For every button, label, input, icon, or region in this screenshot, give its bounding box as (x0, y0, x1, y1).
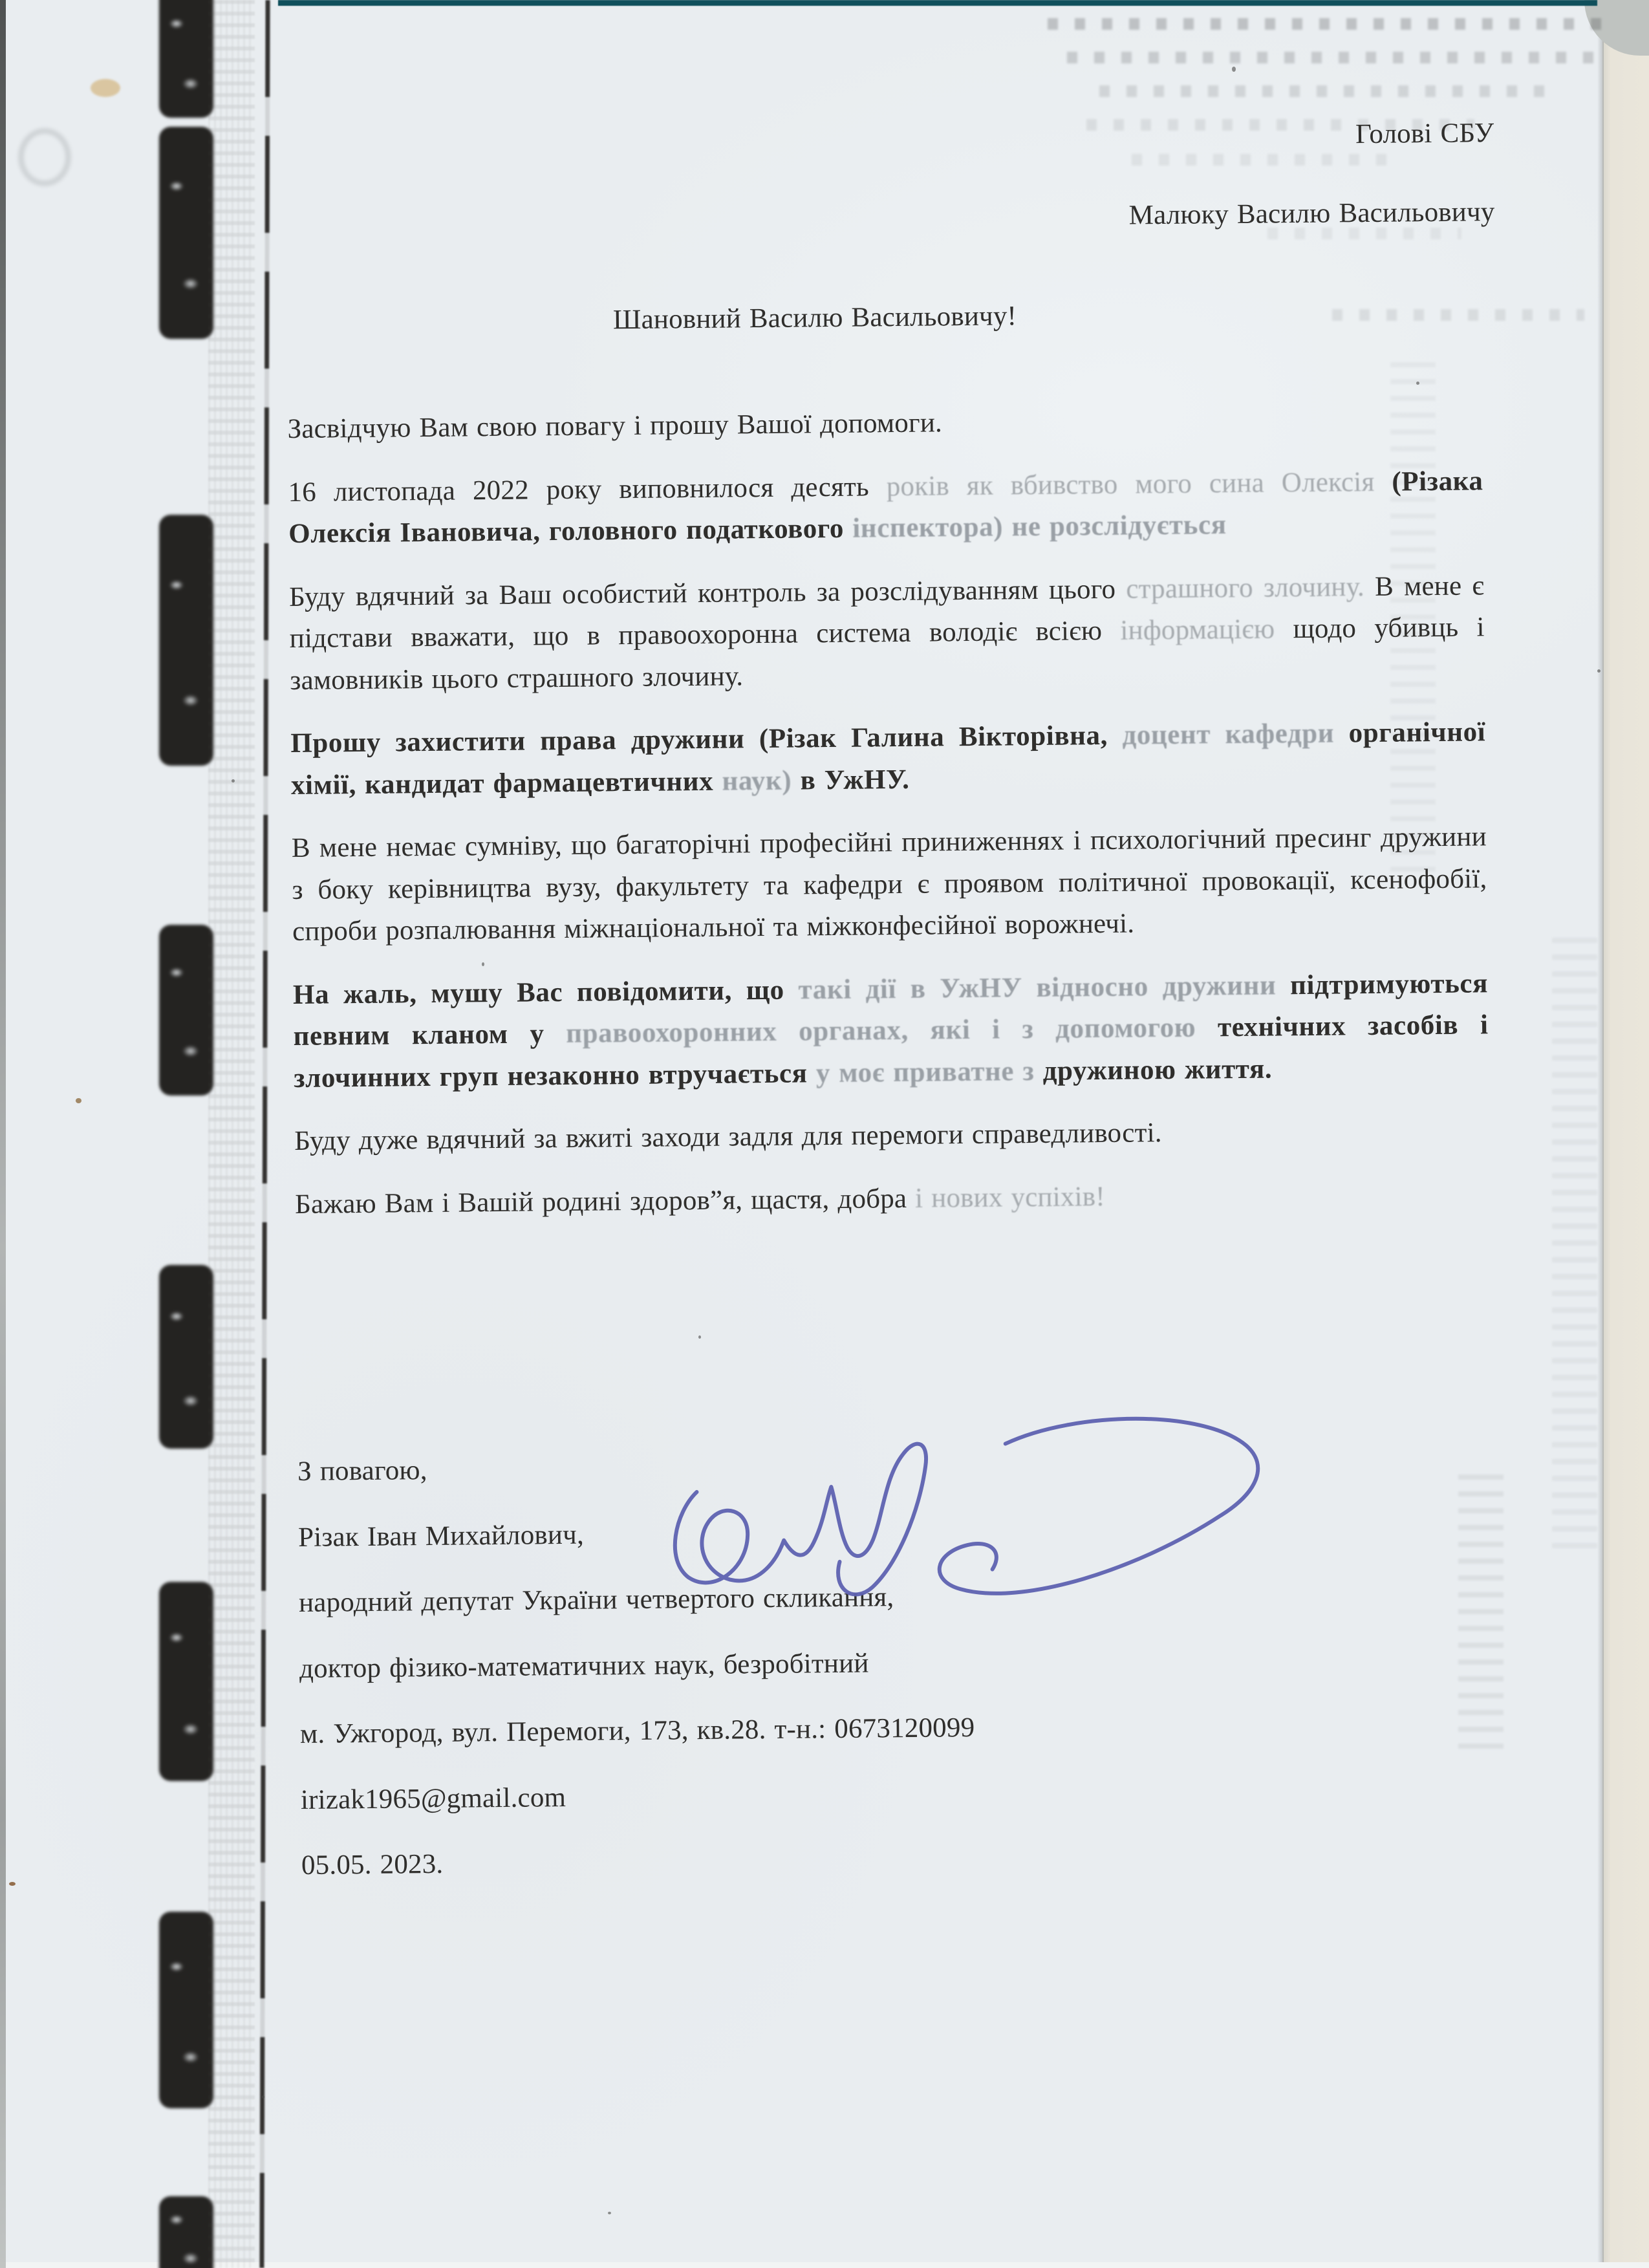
paragraph-8 (295, 1172, 1491, 1226)
text-segment: 16 листопада 2022 року виповнилося десять (288, 471, 887, 508)
paragraph-7 (294, 1109, 1490, 1162)
paragraph-1 (287, 397, 1483, 450)
text-segment: інспектора) не розслідується (852, 510, 1227, 544)
text-segment: В мене є підстави вважати, що в правоохоронна система володіє всією (289, 570, 1485, 654)
text-segment: В мене немає сумніву, що багаторічні професійні приниженнях і психологічний пресинг дружини з боку керівництва вузу, факультету та кафедри є проявом політичної провокації, ксенофобії, спроби розпалювання міжнаціональної та міжконфесійної ворожнечі. (291, 821, 1487, 947)
paragraph-6 (293, 963, 1489, 1099)
letter-body (287, 397, 1490, 1247)
signature-line-3: народний депутат України четвертого скликання, (298, 1582, 894, 1618)
text-segment: щодо убивць і замовників цього страшного злочину. (290, 612, 1485, 696)
text-segment: підтримуються певним кланом у (293, 967, 1489, 1052)
salutation: Шановний Василю Васильовичу! (612, 301, 1017, 336)
signature-line-1: З повагою, (297, 1455, 427, 1487)
paragraph-5 (292, 816, 1488, 953)
text-segment: дружиною життя. (1042, 1053, 1273, 1086)
text-segment: технічних засобів і злочинних груп незаконно втручається (294, 1010, 1489, 1094)
addressee-block (1128, 113, 1495, 236)
addressee-name: Малюку Василю Васильовичу (1128, 196, 1495, 231)
text-segment: Бажаю Вам і Вашій родині здоров”я, щастя, добра (294, 1183, 916, 1220)
text-segment: органічної хімії, кандидат фармацевтичних (290, 717, 1486, 801)
text-segment: (Різака Олексія Івановича, головного податкового (288, 465, 1483, 550)
addressee-title: Голові СБУ (1355, 118, 1494, 150)
text-segment: Засвідчую Вам свою повагу і прошу Вашої допомоги. (287, 407, 943, 445)
text-segment: такі дії в УжНУ відносно дружини (798, 969, 1291, 1006)
text-segment: в УжНУ. (792, 764, 910, 796)
text-segment: і нових успіхів! (914, 1181, 1105, 1214)
text-segment: наук) (722, 765, 792, 797)
text-segment: років як вбивство мого сина Олексія (886, 466, 1392, 502)
text-segment: На жаль, мушу Вас повідомити, що (292, 975, 799, 1010)
text-segment: у моє приватне з (815, 1055, 1043, 1088)
signature-line-6: irizak1965@gmail.com (300, 1782, 566, 1815)
handwritten-signature (656, 1390, 1278, 1613)
signature-line-4: доктор фізико-математичних наук, безробітний (299, 1648, 869, 1684)
signature-line-2: Різак Іван Михайлович, (297, 1519, 585, 1553)
signature-line-5: м. Ужгород, вул. Перемоги, 173, кв.28. т-н.: 0673120099 (299, 1712, 975, 1749)
signature-line-7: 05.05. 2023. (301, 1848, 444, 1881)
text-segment: страшного злочину. (1126, 571, 1365, 605)
text-segment: доцент кафедри (1122, 718, 1349, 751)
text-segment: інформацією (1120, 614, 1275, 646)
signature-stroke (674, 1418, 1259, 1597)
paragraph-3 (289, 565, 1485, 702)
text-segment: правоохоронних органах, які і з допомогою (566, 1012, 1218, 1049)
text-segment: Буду вдячний за Ваш особистий контроль за розслідуванням цього (288, 574, 1126, 612)
paragraph-4 (290, 711, 1486, 806)
text-segment: Буду дуже вдячний за вжиті заходи задля для перемоги справедливості. (294, 1118, 1162, 1156)
paragraph-2 (288, 460, 1483, 556)
text-segment: Прошу захистити права дружини (Різак Галина Вікторівна, (290, 720, 1123, 759)
